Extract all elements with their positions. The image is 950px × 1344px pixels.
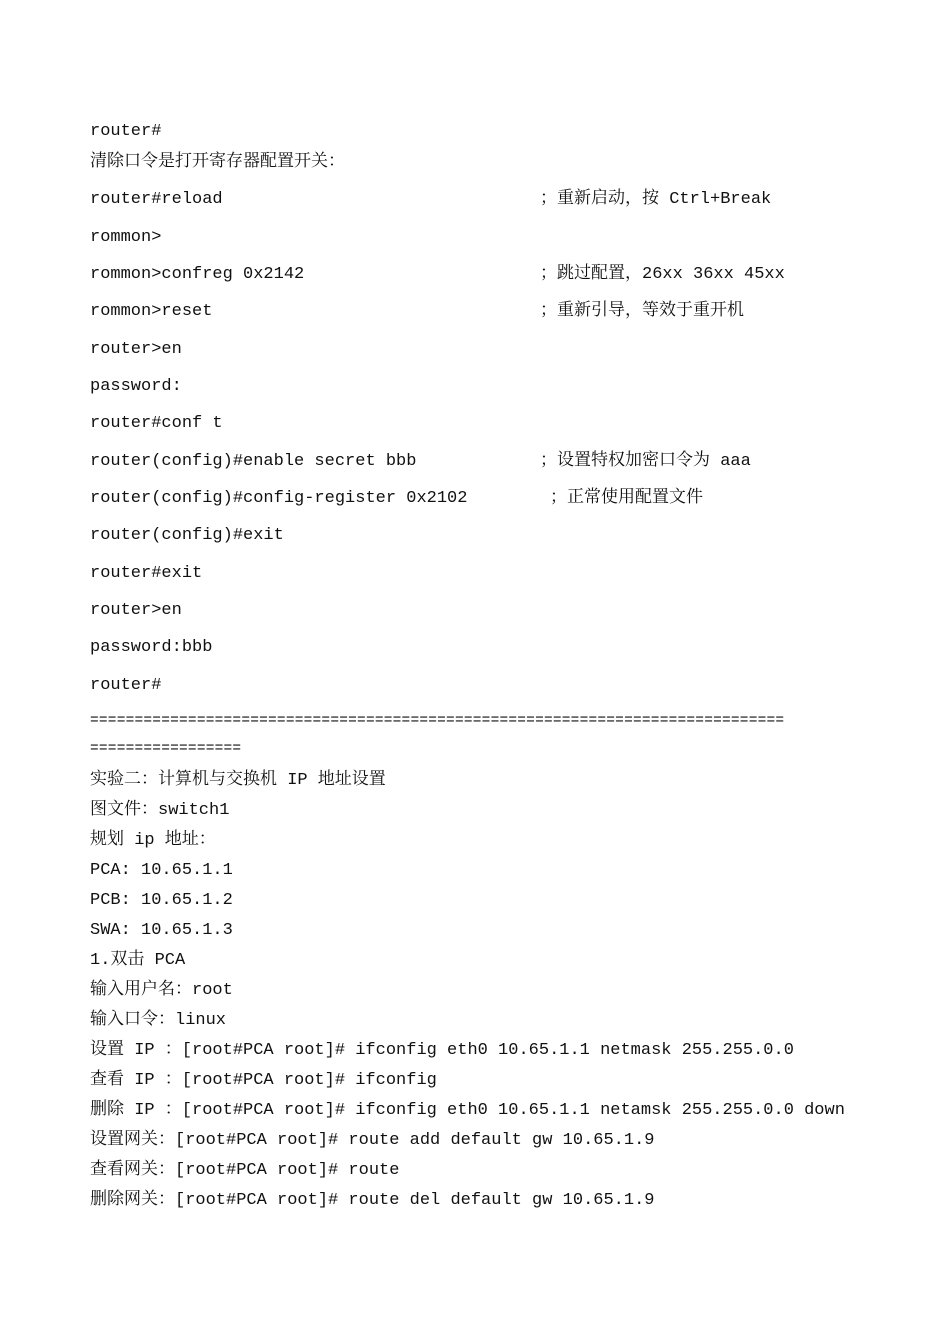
command-line: password: (90, 377, 182, 396)
separator-line: ================= (90, 741, 242, 757)
command-line: password:bbb (90, 638, 213, 657)
text-line: 规划 ip 地址： (90, 831, 216, 850)
command-comment: ；跳过配置，26xx 36xx 45xx (540, 265, 785, 284)
command-line: rommon>confreg 0x2142 (90, 265, 305, 284)
command-line: router(config)#enable secret bbb (90, 452, 417, 471)
command-line: router(config)#config-register 0x2102 (90, 489, 468, 508)
command-line: router(config)#exit (90, 526, 284, 545)
text-line: 输入用户名：root (90, 981, 233, 1000)
command-line: 设置 IP ：[root#PCA root]# ifconfig eth0 10.65.1.1 netmask 255.255.0.0 (90, 1041, 794, 1060)
command-line: router#exit (90, 564, 203, 583)
command-comment: ；正常使用配置文件 (550, 489, 703, 508)
text-line: 图文件：switch1 (90, 801, 230, 820)
ip-line: SWA: 10.65.1.3 (90, 921, 233, 940)
ip-line: PCB: 10.65.1.2 (90, 891, 233, 910)
command-line: 删除网关：[root#PCA root]# route del default gw 10.65.1.9 (90, 1191, 655, 1210)
command-line: 查看 IP ：[root#PCA root]# ifconfig (90, 1071, 437, 1090)
command-line: 删除 IP ：[root#PCA root]# ifconfig eth0 10.65.1.1 netamsk 255.255.0.0 down (90, 1101, 845, 1120)
command-line: router# (90, 122, 162, 141)
separator-line: ============================================================================== (90, 713, 785, 729)
command-comment: ；重新引导，等效于重开机 (540, 302, 744, 321)
command-line: router# (90, 676, 162, 695)
section-title: 实验二：计算机与交换机 IP 地址设置 (90, 771, 386, 790)
ip-line: PCA: 10.65.1.1 (90, 861, 233, 880)
command-line: 查看网关：[root#PCA root]# route (90, 1161, 400, 1180)
command-line: rommon> (90, 228, 162, 247)
command-line: 设置网关：[root#PCA root]# route add default gw 10.65.1.9 (90, 1131, 655, 1150)
command-line: router#reload (90, 190, 223, 209)
text-line: 输入口令：linux (90, 1011, 227, 1030)
step-line: 1.双击 PCA (90, 951, 186, 970)
command-line: router#conf t (90, 414, 223, 433)
section-heading: 清除口令是打开寄存器配置开关： (90, 153, 345, 172)
command-line: rommon>reset (90, 302, 213, 321)
command-line: router>en (90, 601, 182, 620)
command-comment: ；设置特权加密口令为 aaa (540, 452, 751, 471)
command-comment: ；重新启动，按 Ctrl+Break (540, 190, 772, 209)
command-line: router>en (90, 340, 182, 359)
